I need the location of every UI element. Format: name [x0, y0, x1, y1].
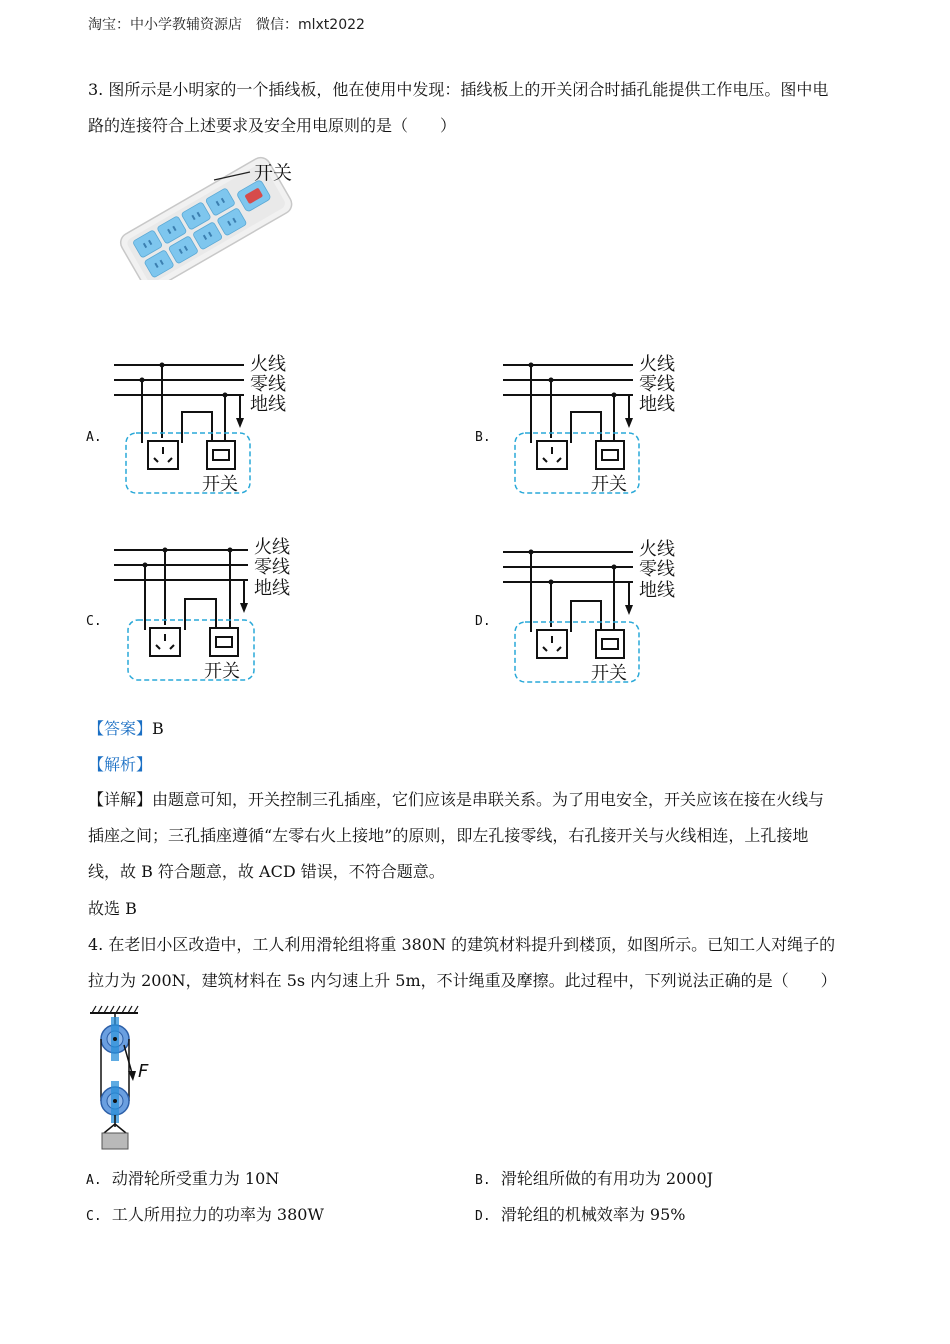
detail-line-2: 插座之间；三孔插座遵循“左零右火上接地”的原则，即左孔接零线，右孔接开关与火线相连，上孔接地 [88, 826, 809, 845]
option-a-label: A. [86, 430, 102, 445]
svg-text:零线: 零线 [639, 374, 675, 395]
svg-text:零线: 零线 [254, 557, 290, 578]
circuit-diagram-d [499, 535, 699, 687]
svg-text:火线: 火线 [250, 354, 286, 375]
switch-callout-label: 开关 [254, 162, 293, 184]
pulley-diagram [86, 1003, 166, 1153]
q4-option-a: A. 动滑轮所受重力为 10N [86, 1169, 280, 1188]
svg-text:地线: 地线 [639, 394, 675, 415]
q3-line-1: 3. 图所示是小明家的一个插线板，他在使用中发现：插线板上的开关闭合时插孔能提供工作电压。图中电 [88, 80, 829, 99]
detail-line-1: 由题意可知，开关控制三孔插座，它们应该是串联关系。为了用电安全，开关应该在接在火线与 [152, 790, 825, 809]
svg-text:火线: 火线 [639, 354, 675, 375]
q4-option-b: B. 滑轮组所做的有用功为 2000J [475, 1169, 714, 1188]
q4-line-2: 拉力为 200N，建筑材料在 5s 内匀速上升 5m，不计绳重及摩擦。此过程中，下列说法正确的是（ ） [88, 971, 837, 990]
svg-text:开关: 开关 [591, 663, 627, 684]
option-c-label: C. [86, 614, 102, 629]
svg-text:地线: 地线 [254, 578, 290, 599]
svg-text:开关: 开关 [202, 474, 238, 495]
svg-text:火线: 火线 [639, 539, 675, 560]
question-4-text [88, 927, 868, 999]
switch-callout [210, 158, 320, 198]
question-3-text [88, 72, 868, 144]
svg-text:地线: 地线 [250, 394, 286, 415]
svg-text:火线: 火线 [254, 537, 290, 558]
answer-tag: 【答案】 [88, 719, 153, 738]
analysis-tag: 【解析】 [88, 755, 153, 774]
answer-line [88, 711, 868, 747]
option-d-label: D. [475, 614, 491, 629]
answer-value: B [152, 719, 164, 738]
page-header: 淘宝：中小学教辅资源店 微信：mlxt2022 [88, 17, 365, 33]
svg-text:地线: 地线 [639, 580, 675, 601]
option-b-label: B. [475, 430, 491, 445]
detail-tag: 【详解】 [88, 790, 153, 809]
force-label: F [138, 1061, 149, 1082]
q4-option-c: C. 工人所用拉力的功率为 380W [86, 1205, 324, 1224]
analysis-line [88, 747, 868, 783]
detail-line-3: 线，故 B 符合题意，故 ACD 错误，不符合题意。 [88, 862, 445, 881]
svg-text:开关: 开关 [591, 474, 627, 495]
svg-text:零线: 零线 [639, 559, 675, 580]
conclusion-line: 故选 B [88, 899, 137, 918]
q4-option-d: D. 滑轮组的机械效率为 95% [475, 1205, 686, 1224]
q4-line-1: 4. 在老旧小区改造中，工人利用滑轮组将重 380N 的建筑材料提升到楼顶，如图所示。已知工人对绳子的 [88, 935, 836, 954]
svg-text:开关: 开关 [204, 661, 240, 682]
circuit-diagram-b [499, 348, 699, 498]
detail-paragraph [88, 782, 868, 890]
svg-text:零线: 零线 [250, 374, 286, 395]
q3-line-2: 路的连接符合上述要求及安全用电原则的是（ ） [88, 116, 457, 135]
circuit-diagram-c [110, 533, 310, 685]
circuit-diagram-a [110, 348, 310, 498]
